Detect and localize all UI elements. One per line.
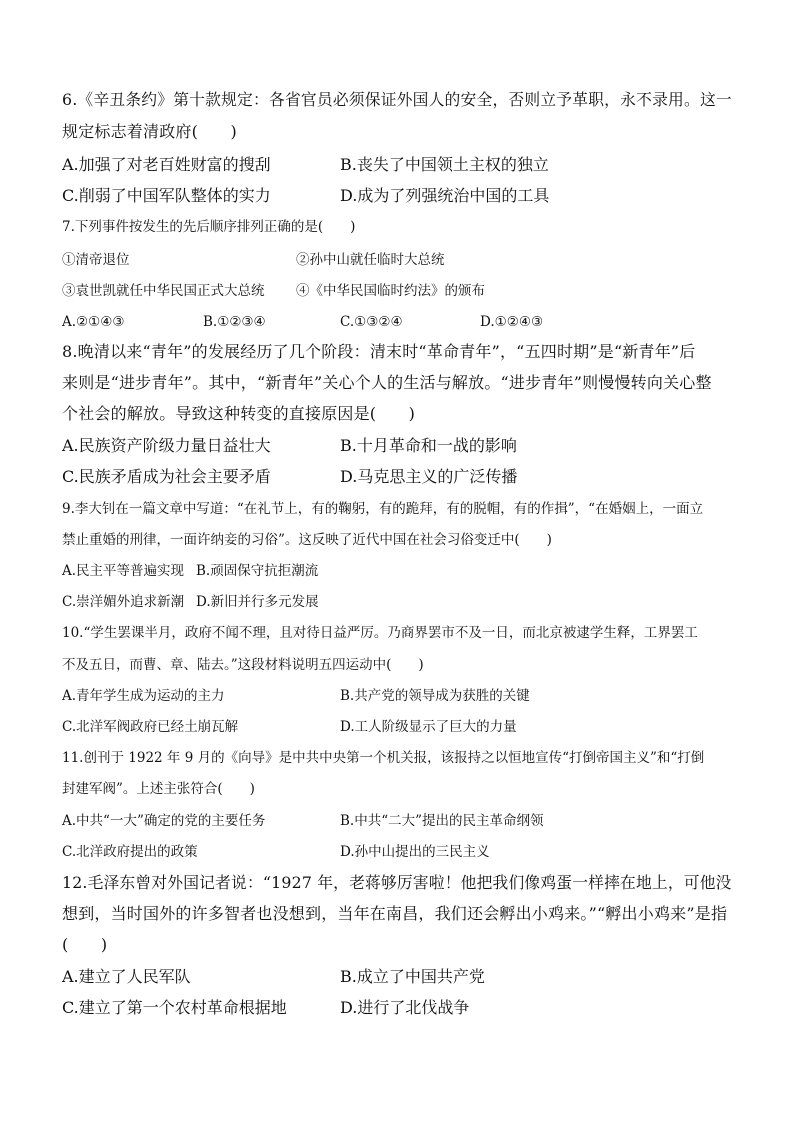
question-7-item-3: ③袁世凯就任中华民国正式大总统 <box>62 283 265 299</box>
question-8-line-1: 8.晚清以来“青年”的发展经历了几个阶段：清末时“革命青年”，“五四时期”是“新青年”后 <box>62 342 696 361</box>
question-7-line-1: 7.下列事件按发生的先后顺序排列正确的是( ) <box>62 219 356 235</box>
question-11-option-c: C.北洋政府提出的政策 <box>62 844 198 860</box>
question-6-option-a: A.加强了对老百姓财富的搜刮 <box>62 155 271 174</box>
question-12-line-3: ( ) <box>62 935 108 954</box>
question-12-option-d: D.进行了北伐战争 <box>340 998 470 1017</box>
question-9-option-a: A.民主平等普遍实现 <box>62 563 185 579</box>
question-7-option-d: D.①②④③ <box>480 314 544 330</box>
question-10-line-2: 不及五日，而曹、章、陆去。”这段材料说明五四运动中( ) <box>62 657 424 673</box>
question-9-option-c: C.崇洋媚外追求新潮 <box>62 594 185 610</box>
question-9-option-d: D.新旧并行多元发展 <box>196 594 319 610</box>
question-8-option-a: A.民族资产阶级力量日益壮大 <box>62 436 271 455</box>
question-10-option-d: D.工人阶级显示了巨大的力量 <box>340 719 517 735</box>
question-6-option-d: D.成为了列强统治中国的工具 <box>340 186 550 205</box>
question-12-line-2: 想到，当时国外的许多智者也没想到，当年在南昌，我们还会孵出小鸡来。”“孵出小鸡来”是指 <box>62 904 728 923</box>
question-8-line-3: 个社会的解放。导致这种转变的直接原因是( ) <box>62 404 416 423</box>
question-6-line-1: 6.《辛丑条约》第十款规定：各省官员必须保证外国人的安全，否则立予革职，永不录用。这一 <box>62 90 732 109</box>
question-12-option-a: A.建立了人民军队 <box>62 967 191 986</box>
question-9-option-b: B.顽固保守抗拒潮流 <box>196 563 319 579</box>
question-11-option-a: A.中共“一大”确定的党的主要任务 <box>62 813 266 829</box>
question-11-line-1: 11.创刊于 1922 年 9 月的《向导》是中共中央第一个机关报，该报持之以恒地宣传“打倒帝国主义”和“打倒 <box>62 750 705 766</box>
question-6-option-c: C.削弱了中国军队整体的实力 <box>62 186 271 205</box>
question-6-line-2: 规定标志着清政府( ) <box>62 122 237 141</box>
question-8-option-b: B.十月革命和一战的影响 <box>340 436 517 455</box>
question-12-line-1: 12.毛泽东曾对外国记者说：“1927 年，老蒋够厉害啦！他把我们像鸡蛋一样摔在地上，可他没 <box>62 873 732 892</box>
question-7-option-c: C.①③②④ <box>340 314 403 330</box>
question-11-option-d: D.孙中山提出的三民主义 <box>340 844 490 860</box>
question-10-line-1: 10.“学生罢课半月，政府不闻不理，且对待日益严厉。乃商界罢市不及一日，而北京被逮学生释，工界罢工 <box>62 625 698 641</box>
question-10-option-a: A.青年学生成为运动的主力 <box>62 688 225 704</box>
question-7-option-a: A.②①④③ <box>62 314 125 330</box>
question-12-option-b: B.成立了中国共产党 <box>340 967 485 986</box>
question-10-option-b: B.共产党的领导成为获胜的关键 <box>340 688 530 704</box>
question-6-option-b: B.丧失了中国领土主权的独立 <box>340 155 549 174</box>
question-7-option-b: B.①②③④ <box>203 314 266 330</box>
question-8-line-2: 来则是“进步青年”。其中，“新青年”关心个人的生活与解放。“进步青年”则慢慢转向关心整 <box>62 373 712 392</box>
question-7-item-2: ②孙中山就任临时大总统 <box>296 252 445 268</box>
question-8-option-c: C.民族矛盾成为社会主要矛盾 <box>62 467 271 486</box>
question-11-line-2: 封建军阀”。上述主张符合( ) <box>62 781 255 797</box>
question-9-line-2: 禁止重婚的刑律，一面许纳妾的习俗”。这反映了近代中国在社会习俗变迁中( ) <box>62 532 552 548</box>
question-7-item-1: ①清帝退位 <box>62 252 130 268</box>
question-7-item-4: ④《中华民国临时约法》的颁布 <box>296 283 485 299</box>
question-11-option-b: B.中共“二大”提出的民主革命纲领 <box>340 813 544 829</box>
question-12-option-c: C.建立了第一个农村革命根据地 <box>62 998 287 1017</box>
question-9-line-1: 9.李大钊在一篇文章中写道：“在礼节上，有的鞠躬，有的跪拜，有的脱帽，有的作揖”，“在婚姻上，一面立 <box>62 501 704 517</box>
question-8-option-d: D.马克思主义的广泛传播 <box>340 467 518 486</box>
question-10-option-c: C.北洋军阀政府已经土崩瓦解 <box>62 719 239 735</box>
